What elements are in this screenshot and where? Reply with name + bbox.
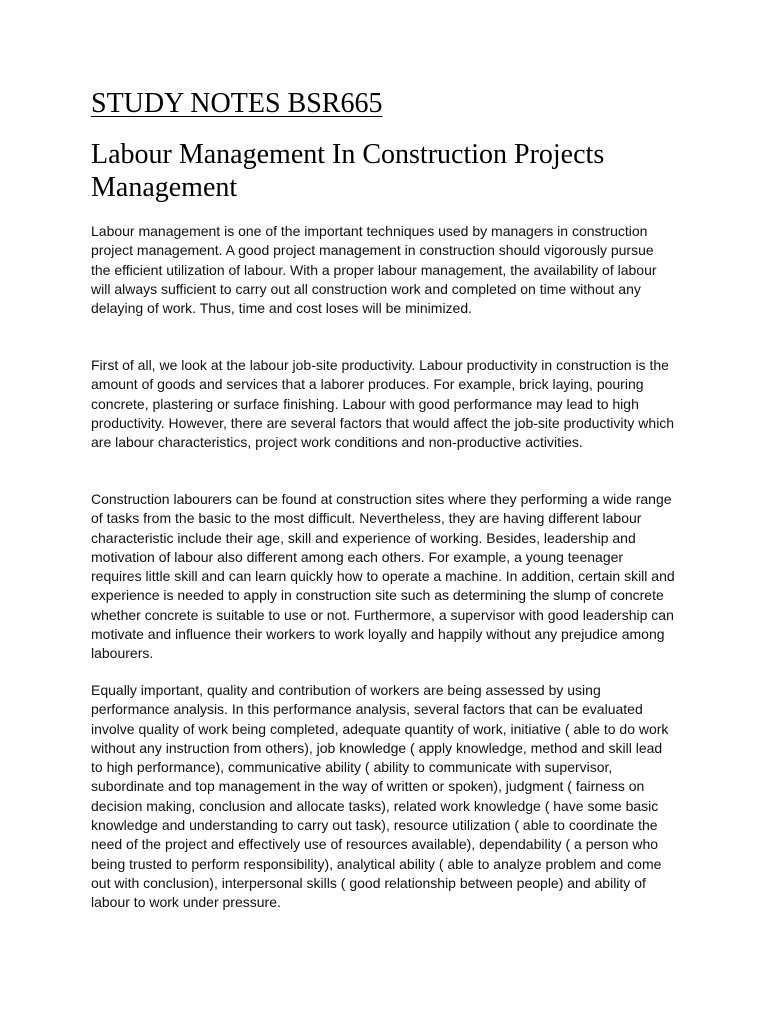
paragraph-intro: Labour management is one of the important techniques used by managers in construction project management. A good project management in construction should vigorously pursue the efficient utilization of labour. With a proper labour management, the availability of labour will always sufficient to carry out all construction work and completed on time without any delaying of work. Thus, time and cost loses will be minimized. [91, 223, 657, 317]
document-subtitle: Labour Management In Construction Projects Management [91, 139, 605, 203]
paragraph-characteristics: Construction labourers can be found at construction sites where they performing a wide range of tasks from the basic to the most difficult. Nevertheless, they are having different labour characteristic include their age, skill and experience of working. Besides, leadership and motivation of labour also different among each others. For example, a young teenager requires little skill and can learn quickly how to operate a machine. In addition, certain skill and experience is needed to apply in construction site such as determining the slump of concrete whether concrete is suitable to use or not. Furthermore, a supervisor with good leadership can motivate and influence their workers to work loyally and happily without any prejudice among labourers. [91, 491, 675, 662]
paragraph-productivity: First of all, we look at the labour job-site productivity. Labour productivity in construction is the amount of goods and services that a laborer produces. For example, brick laying, pouring concrete, plastering or surface finishing. Labour with good performance may lead to high productivity. However, there are several factors that would affect the job-site productivity which are labour characteristics, project work conditions and non-productive activities. [91, 357, 675, 451]
document-title: STUDY NOTES BSR665 [91, 88, 383, 119]
paragraph-performance-analysis: Equally important, quality and contribution of workers are being assessed by using performance analysis. In this performance analysis, several factors that can be evaluated involve quality of work being completed, adequate quantity of work, initiative ( able to do work without any instruction from others), job knowledge ( apply knowledge, method and skill lead to high performance), communicative ability ( ability to communicate with supervisor, subordinate and top management in the way of written or spoken), judgment ( fairness on decision making, conclusion and allocate tasks), related work knowledge ( have some basic knowledge and understanding to carry out task), resource utilization ( able to coordinate the need of the project and effectively use of resources available), dependability ( a person who being trusted to perform responsibility), analytical ability ( able to analyze problem and come out with conclusion), interpersonal skills ( good relationship between people) and ability of labour to work under pressure. [91, 682, 669, 911]
